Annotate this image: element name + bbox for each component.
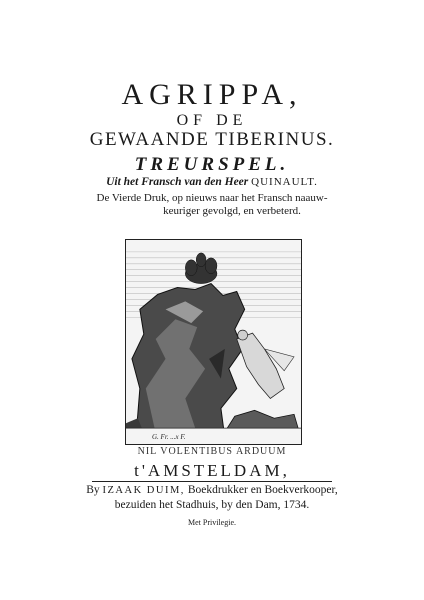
title-subtitle: GEWAANDE TIBERINUS. (89, 129, 335, 150)
imprint-rule (92, 481, 332, 482)
imprint-city: t'AMSTELDAM, (134, 461, 290, 480)
imprint-address: bezuiden het Stadhuis, by den Dam, 1734. (114, 499, 310, 511)
engraving-illustration (126, 240, 301, 444)
source-prefix: Uit het Fransch van den Heer (106, 176, 249, 188)
source-line (0, 176, 424, 188)
engraver-signature: G. Fr. ...x F. (152, 433, 186, 441)
imprint-trade: Boekdrukker en Boekverkooper, (187, 484, 338, 496)
edition-line-2: keuriger gevolgd, en verbeterd. (163, 205, 301, 217)
source-author: QUINAULT. (251, 176, 318, 188)
imprint-printer: IZAAK DUIM, (102, 485, 185, 496)
imprint-privilege: Met Privilegie. (188, 518, 236, 527)
genre-label: TREURSPEL. (134, 154, 290, 175)
imprint-printer-line (0, 484, 424, 496)
title-main: AGRIPPA, (121, 78, 303, 111)
edition-line-1: De Vierde Druk, op nieuws naar het Fransch naauw- (96, 192, 328, 204)
engraving-motto: NIL VOLENTIBUS ARDUUM (137, 446, 287, 457)
title-connector: OF DE (176, 112, 248, 129)
imprint-by: By (86, 484, 100, 496)
engraving-image (125, 239, 302, 445)
